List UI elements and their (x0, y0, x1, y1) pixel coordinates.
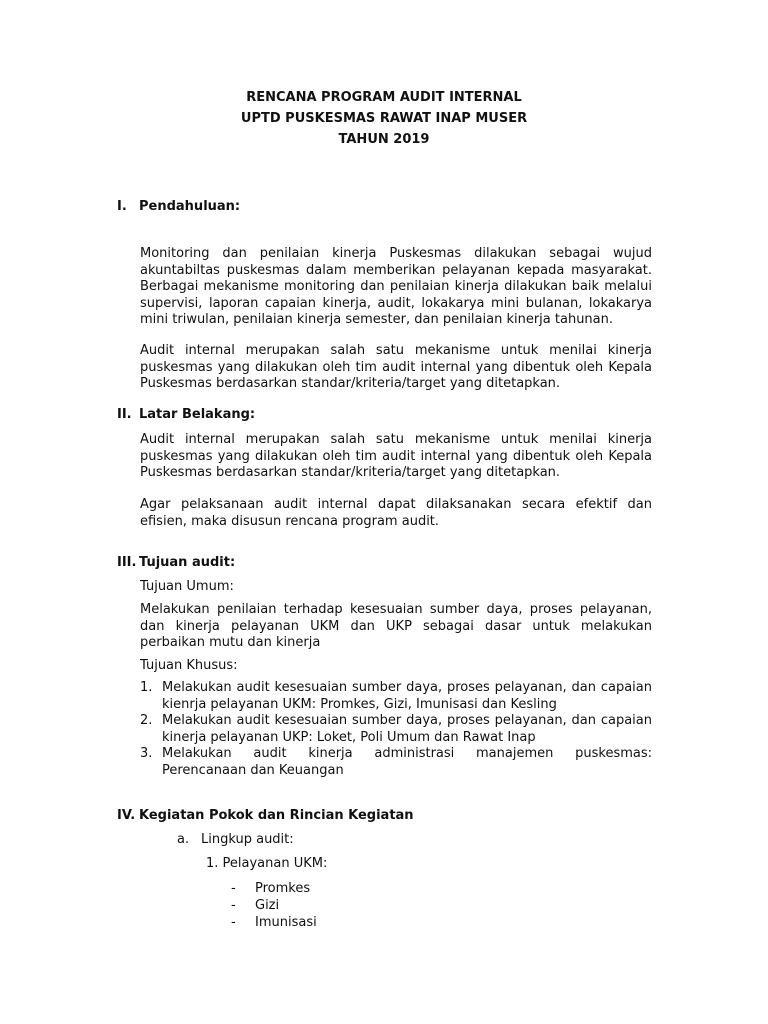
pelayanan-ukm-label: 1. Pelayanan UKM: (206, 856, 328, 871)
tujuan-khusus-list (140, 680, 652, 779)
title-line-1: RENCANA PROGRAM AUDIT INTERNAL (246, 90, 522, 105)
section-2-number: II. (117, 407, 132, 422)
title-line-2: UPTD PUSKESMAS RAWAT INAP MUSER (240, 111, 528, 126)
list-item: - Imunisasi (231, 915, 317, 930)
section-2-title: Latar Belakang: (139, 407, 256, 422)
section-2-paragraph-1: Audit internal merupakan salah satu mekanisme untuk menilai kinerja puskesmas yang dilakukan oleh tim audit internal yang dibentuk oleh Kepala Puskesmas berdasarkan standar/kriteria/target yang ditetapkan. (140, 432, 652, 480)
lingkup-audit-item (177, 832, 294, 849)
section-3-number: III. (117, 555, 137, 570)
section-1-paragraph-2: Audit internal merupakan salah satu mekanisme untuk menilai kinerja puskesmas yang dilakukan oleh tim audit internal yang dibentuk oleh Kepala Puskesmas berdasarkan standar/kriteria/target yang ditetapkan. (140, 343, 652, 391)
document-title (0, 87, 768, 150)
section-4-title: Kegiatan Pokok dan Rincian Kegiatan (139, 808, 414, 823)
lingkup-audit-label: Lingkup audit: (201, 832, 294, 847)
section-2-heading (117, 407, 255, 424)
tujuan-umum-label: Tujuan Umum: (140, 579, 234, 594)
list-item: 2. Melakukan audit kesesuaian sumber daya, proses pelayanan, dan capaian kinerja pelayanan UKP: Loket, Poli Umum dan Rawat Inap (140, 713, 652, 745)
list-item: 3. Melakukan audit kinerja administrasi manajemen puskesmas: Perencanaan dan Keuangan (140, 746, 652, 778)
section-1-number: I. (117, 199, 127, 214)
section-1-heading (117, 199, 240, 216)
section-1-title: Pendahuluan: (139, 199, 241, 214)
section-3-title: Tujuan audit: (139, 555, 236, 570)
pelayanan-ukm-list (231, 880, 317, 931)
section-2-paragraph-2: Agar pelaksanaan audit internal dapat dilaksanakan secara efektif dan efisien, maka disusun rencana program audit. (140, 497, 652, 529)
section-4-number: IV. (117, 808, 136, 823)
section-3-heading (117, 555, 235, 572)
title-line-3: TAHUN 2019 (338, 132, 430, 147)
list-item: - Promkes (231, 881, 311, 896)
lingkup-audit-marker: a. (177, 832, 190, 847)
section-4-heading (117, 808, 414, 825)
tujuan-khusus-label: Tujuan Khusus: (140, 658, 238, 673)
section-1-paragraph-1: Monitoring dan penilaian kinerja Puskesmas dilakukan sebagai wujud akuntabiltas puskesmas dalam memberikan pelayanan kepada masyarakat. Berbagai mekanisme monitoring dan penilaian kinerja dilakukan baik melalui supervisi, laporan capaian kinerja, audit, lokakarya mini bulanan, lokakarya mini triwulan, penilaian kinerja semester, dan penilaian kinerja tahunan. (140, 246, 652, 327)
list-item: 1. Melakukan audit kesesuaian sumber daya, proses pelayanan, dan capaian kienrja pelayanan UKM: Promkes, Gizi, Imunisasi dan Kesling (140, 680, 652, 712)
list-item: - Gizi (231, 898, 280, 913)
tujuan-umum-text: Melakukan penilaian terhadap kesesuaian sumber daya, proses pelayanan, dan kinerja pelayanan UKM dan UKP sebagai dasar untuk melakukan perbaikan mutu dan kinerja (140, 602, 652, 650)
